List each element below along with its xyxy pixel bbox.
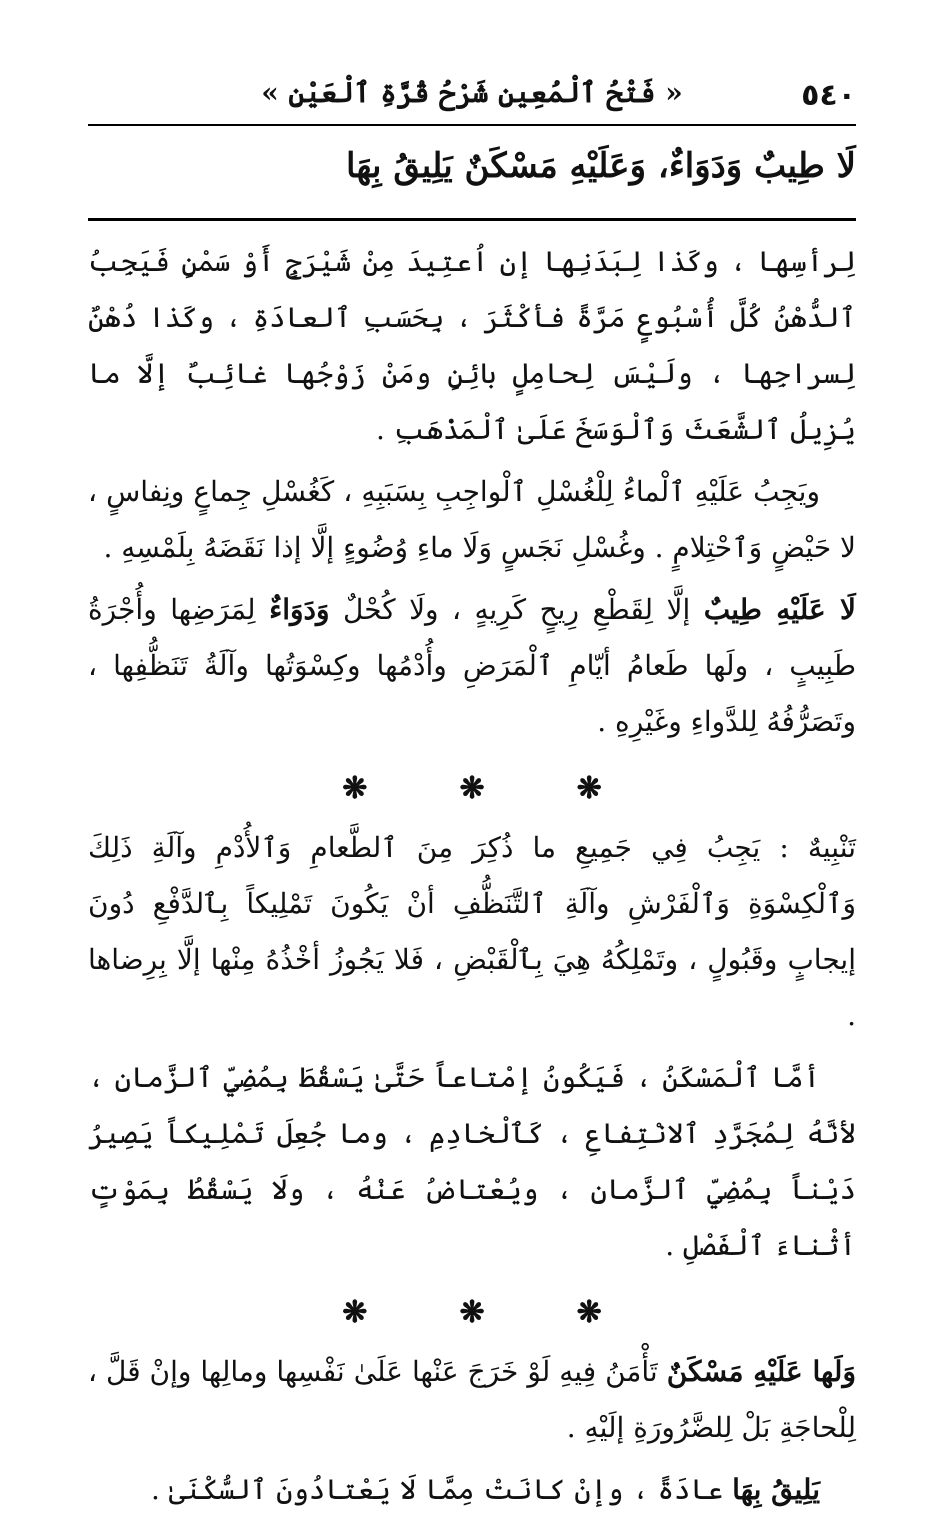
paragraph-note: تَنْبِيهٌ : يَجِبُ فِي جَمِيعِ ما ذُكِرَ مِنَ ٱلطَّعامِ وَٱلأُدْمِ وآلَةِ ذَلِكَ وَٱلْكِسْوَةِ وَٱلْفَرْشِ وآلَةِ ٱلتَّنَظُّفِ أنْ يَكُونَ تَمْلِيكاً بِٱلدَّفْعِ دُونَ إيجابٍ وقَبُولٍ ، وتَمْلِكُهُ هِيَ بِٱلْقَبْضِ ، فَلا يَجُوزُ أخْذُهُ مِنْها إلَّا بِرِضاها . bbox=[88, 831, 856, 1032]
paragraph-3-text-b: لِمَرَضِها وأُجْرَةُ طَبِيبٍ ، ولَها طَعامُ أيّامِ ٱلْمَرَضِ وأُدْمُها وكِسْوَتُها وآلَةُ تَنَظُّفِها ، وتَصَرُّفُهُ لِلدَّواءِ وغَيْرِهِ . bbox=[88, 593, 856, 738]
matn-text: لَا طِيبٌ وَدَوَاءٌ، وَعَلَيْهِ مَسْكَنٌ يَلِيقُ بِهَا bbox=[346, 146, 856, 186]
star-ornament: ❋ bbox=[342, 1294, 368, 1330]
star-ornament: ❋ bbox=[459, 770, 485, 806]
paragraph-3-text-a: إلَّا لِقَطْعِ رِيحٍ كَرِيهٍ ، ولَا كُحْلٌ bbox=[329, 593, 704, 626]
star-ornament: ❋ bbox=[576, 770, 602, 806]
paragraph-5: أمَّا ٱلْمَسْكَنُ ، فَيَكُونُ إمْتاعاً حَتَّىٰ يَسْقُطَ بِمُضِيِّ ٱلزَّمانِ ، لأنَّهُ لِمُجَرَّدِ ٱلانْتِفاعِ ، كَٱلْخادِمِ ، وما جُعِلَ تَمْلِيكاً يَصِيرُ دَيْناً بِمُضِيِّ ٱلزَّمانِ ، ويُعْتاضُ عَنْهُ ، ولَا يَسْقُطُ بِمَوْتٍ أثْناءَ ٱلْفَصْلِ . bbox=[88, 1061, 856, 1262]
matn-inline-phrase: لَا عَلَيْهِ طِيبٌ bbox=[703, 593, 856, 626]
section-divider bbox=[88, 1280, 856, 1344]
star-ornament: ❋ bbox=[342, 770, 368, 806]
page-number: ٥٤٠ bbox=[801, 78, 856, 113]
star-ornament: ❋ bbox=[576, 1294, 602, 1330]
page-header bbox=[88, 72, 856, 122]
matn-separator-rule bbox=[88, 218, 856, 221]
paragraph-1: لِرأسِها ، وكَذا لِبَدَنِها إن اُعتِيدَ مِنْ شَيْرَجٍ أَوْ سَمْنٍ فَيَجِبُ ٱلدُّهْنُ كُلَّ أُسْبُوعٍ مَرَّةً فأكْثَرَ ، بِحَسَبِ ٱلعادَةِ ، وكَذا دُهْنٌ لِسراجِها ، ولَيْسَ لِحامِلٍ بائِنٍ ومَنْ زَوْجُها غائِبٌ إلَّا ما يُزِيلُ ٱلشَّعَثَ وَٱلْوَسَخَ عَلَىٰ ٱلْمَذْهَبِ . bbox=[88, 245, 856, 446]
header-rule bbox=[88, 124, 856, 126]
matn-inline-phrase: يَلِيقُ بِهَا bbox=[732, 1473, 820, 1506]
paragraph-3 bbox=[88, 582, 856, 750]
paragraph-7 bbox=[88, 1462, 856, 1518]
paragraph-7-text: عادَةً ، وإنْ كانَتْ مِمَّا لَا يَعْتادُونَ ٱلسُّكْنَىٰ . bbox=[150, 1473, 733, 1506]
section-divider bbox=[88, 756, 856, 820]
matn-inline-phrase: وَدَوَاءٌ bbox=[269, 593, 330, 626]
commentary-body bbox=[88, 234, 856, 1524]
paragraph-6 bbox=[88, 1344, 856, 1456]
matn-inline-phrase: وَلَها عَلَيْهِ مَسْكَنٌ bbox=[666, 1355, 856, 1388]
running-title: « فَتْحُ ٱلْمُعِينِ شَرْحُ قُرَّةِ ٱلْعَيْنِ » bbox=[261, 76, 683, 109]
paragraph-6-text: تَأْمَنُ فِيهِ لَوْ خَرَجَ عَنْها عَلَىٰ نَفْسِها ومالِها وإنْ قَلَّ ، لِلْحاجَةِ بَلْ لِلضَّرُورَةِ إلَيْهِ . bbox=[88, 1355, 856, 1444]
paragraph-2: ويَجِبُ عَلَيْهِ ٱلْماءُ لِلْغُسْلِ ٱلْواجِبِ بِسَبَبِهِ ، كَغُسْلِ جِماعٍ ونِفاسٍ ، لا حَيْضٍ وَٱحْتِلامٍ . وغُسْلِ نَجَسٍ وَلَا ماءِ وُضُوءٍ إلَّا إذا نَقَضَهُ بِلَمْسِهِ . bbox=[88, 475, 856, 564]
star-ornament: ❋ bbox=[459, 1294, 485, 1330]
